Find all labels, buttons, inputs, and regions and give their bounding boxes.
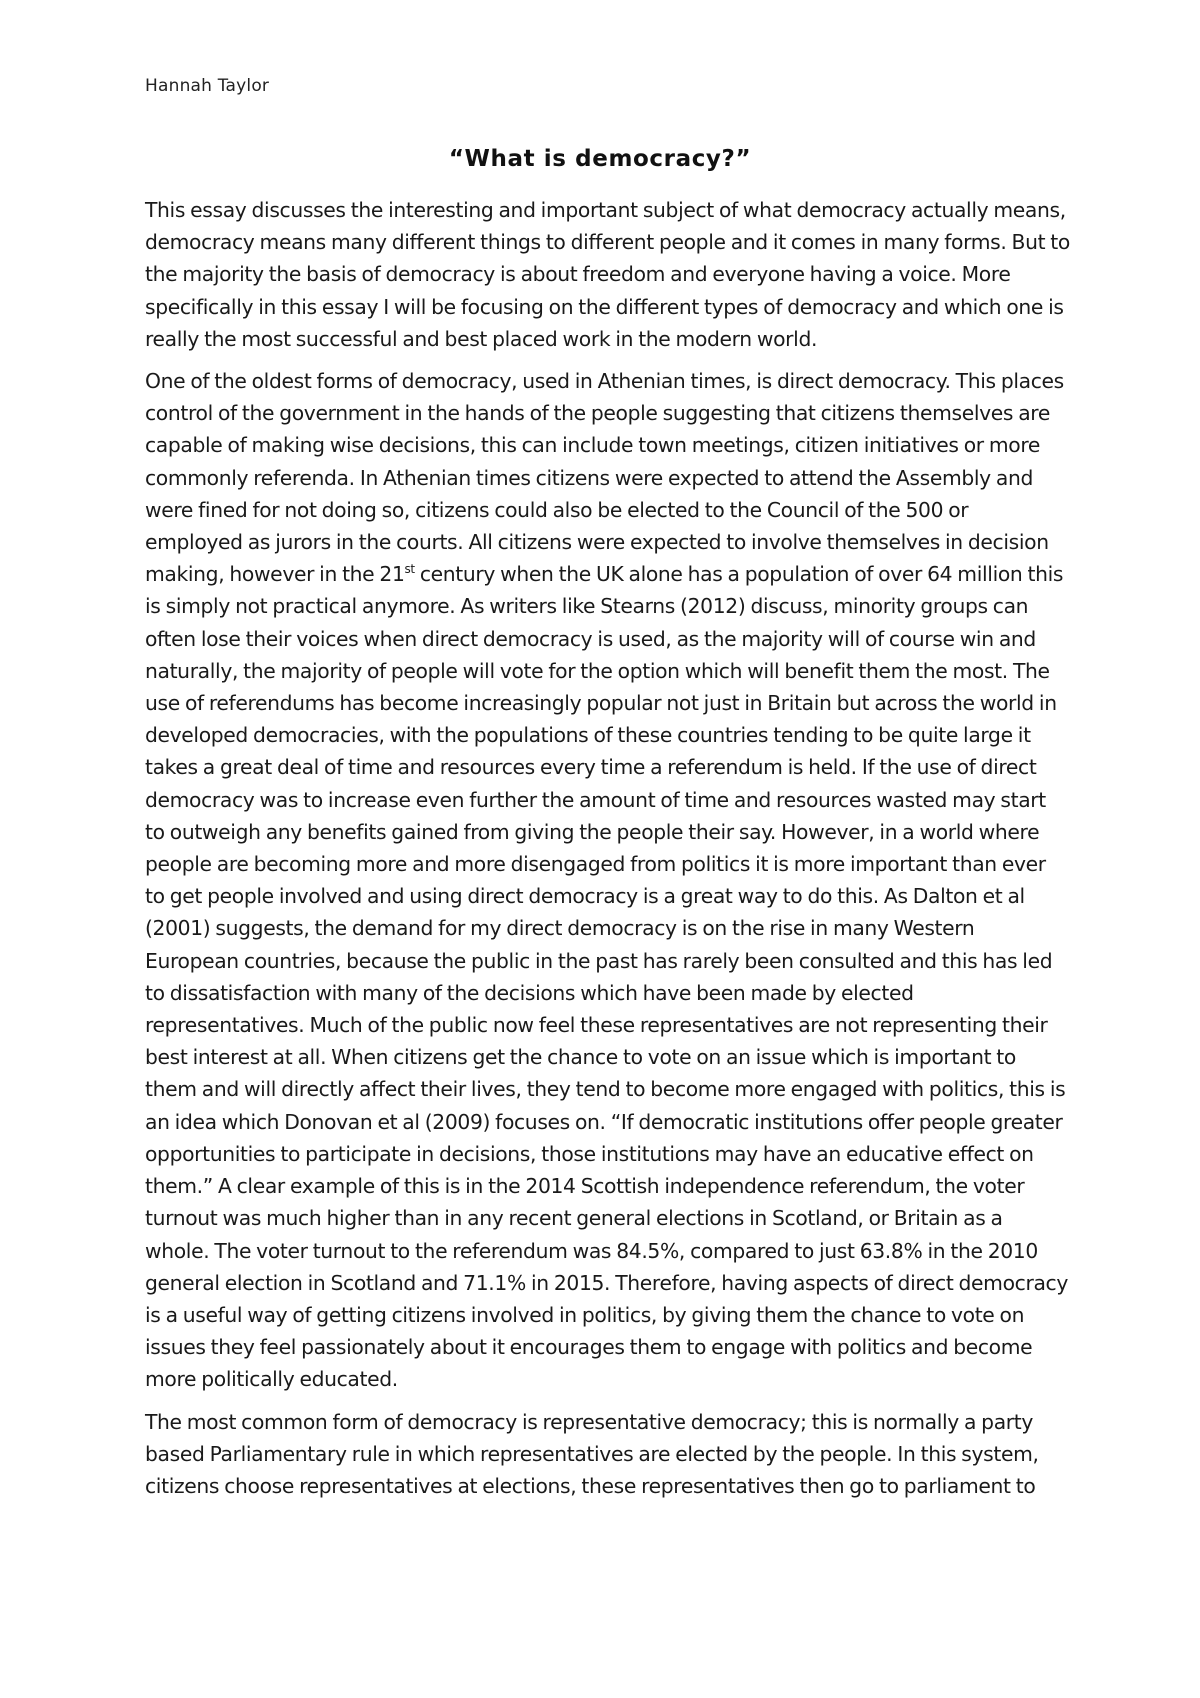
paragraph-text: century when the UK alone has a population of over 64 million this is simply not practical anymore. As writers like Stearns (2012) discuss, minority groups can often lose their voices when direct democracy is used, as the majority will of course win and naturally, the majority of people will vote for the option which will benefit them the most. The use of referendums has become increasingly popular not just in Britain but across the world in developed democracies, with the populations of these countries tending to be quite large it takes a great deal of time and resources every time a referendum is held. If the use of direct democracy was to increase even further the amount of time and resources wasted may start to outweigh any benefits gained from giving the people their say. However, in a world where people are becoming more and more disengaged from politics it is more important than ever to get people involved and using direct democracy is a great way to do this. As Dalton et al (2001) suggests, the demand for my direct democracy is on the rise in many Western European countries, because the public in the past has rarely been consulted and this has led to dissatisfaction with many of the decisions which have been made by elected representatives. Much of the public now feel these representatives are not representing their best interest at all. When citizens get the chance to vote on an issue which is important to them and will directly affect their lives, they tend to become more engaged with politics, this is an idea which Donovan et al (2009) focuses on. “If democratic institutions offer people greater opportunities to participate in decisions, those institutions may have an educative effect on them.” A clear example of this is in the 2014 Scottish independence referendum, the voter turnout was much higher than in any recent general elections in Scotland, or Britain as a whole. The voter turnout to the referendum was 84.5%, compared to just 63.8% in the 2010 general election in Scotland and 71.1% in 2015. Therefore, having aspects of direct democracy is a useful way of getting citizens involved in politics, by giving them the chance to vote on issues they feel passionately about it encourages them to engage with politics and become more politically educated. [145, 562, 1068, 1392]
paragraph-direct-democracy [145, 365, 1070, 1396]
author-name: Hannah Taylor [145, 76, 270, 96]
essay-body [145, 194, 1070, 1512]
paragraph-text: One of the oldest forms of democracy, used in Athenian times, is direct democracy. This places control of the government in the hands of the people suggesting that citizens themselves are capable of making wise decisions, this can include town meetings, citizen initiatives or more commonly referenda. In Athenian times citizens were expected to attend the Assembly and were fined for not doing so, citizens could also be elected to the Council of the 500 or employed as jurors in the courts. All citizens were expected to involve themselves in decision making, however in the 21 [145, 369, 1064, 587]
essay-title: “What is democracy?” [448, 146, 752, 172]
paragraph-introduction: This essay discusses the interesting and important subject of what democracy actually means, democracy means many different things to different people and it comes in many forms. But to the majority the basis of democracy is about freedom and everyone having a voice. More specifically in this essay I will be focusing on the different types of democracy and which one is really the most successful and best placed work in the modern world. [145, 198, 1070, 351]
paragraph-representative-democracy: The most common form of democracy is representative democracy; this is normally a party based Parliamentary rule in which representatives are elected by the people. In this system, citizens choose representatives at elections, these representatives then go to parliament to [145, 1409, 1039, 1498]
ordinal-superscript: st [404, 562, 415, 577]
